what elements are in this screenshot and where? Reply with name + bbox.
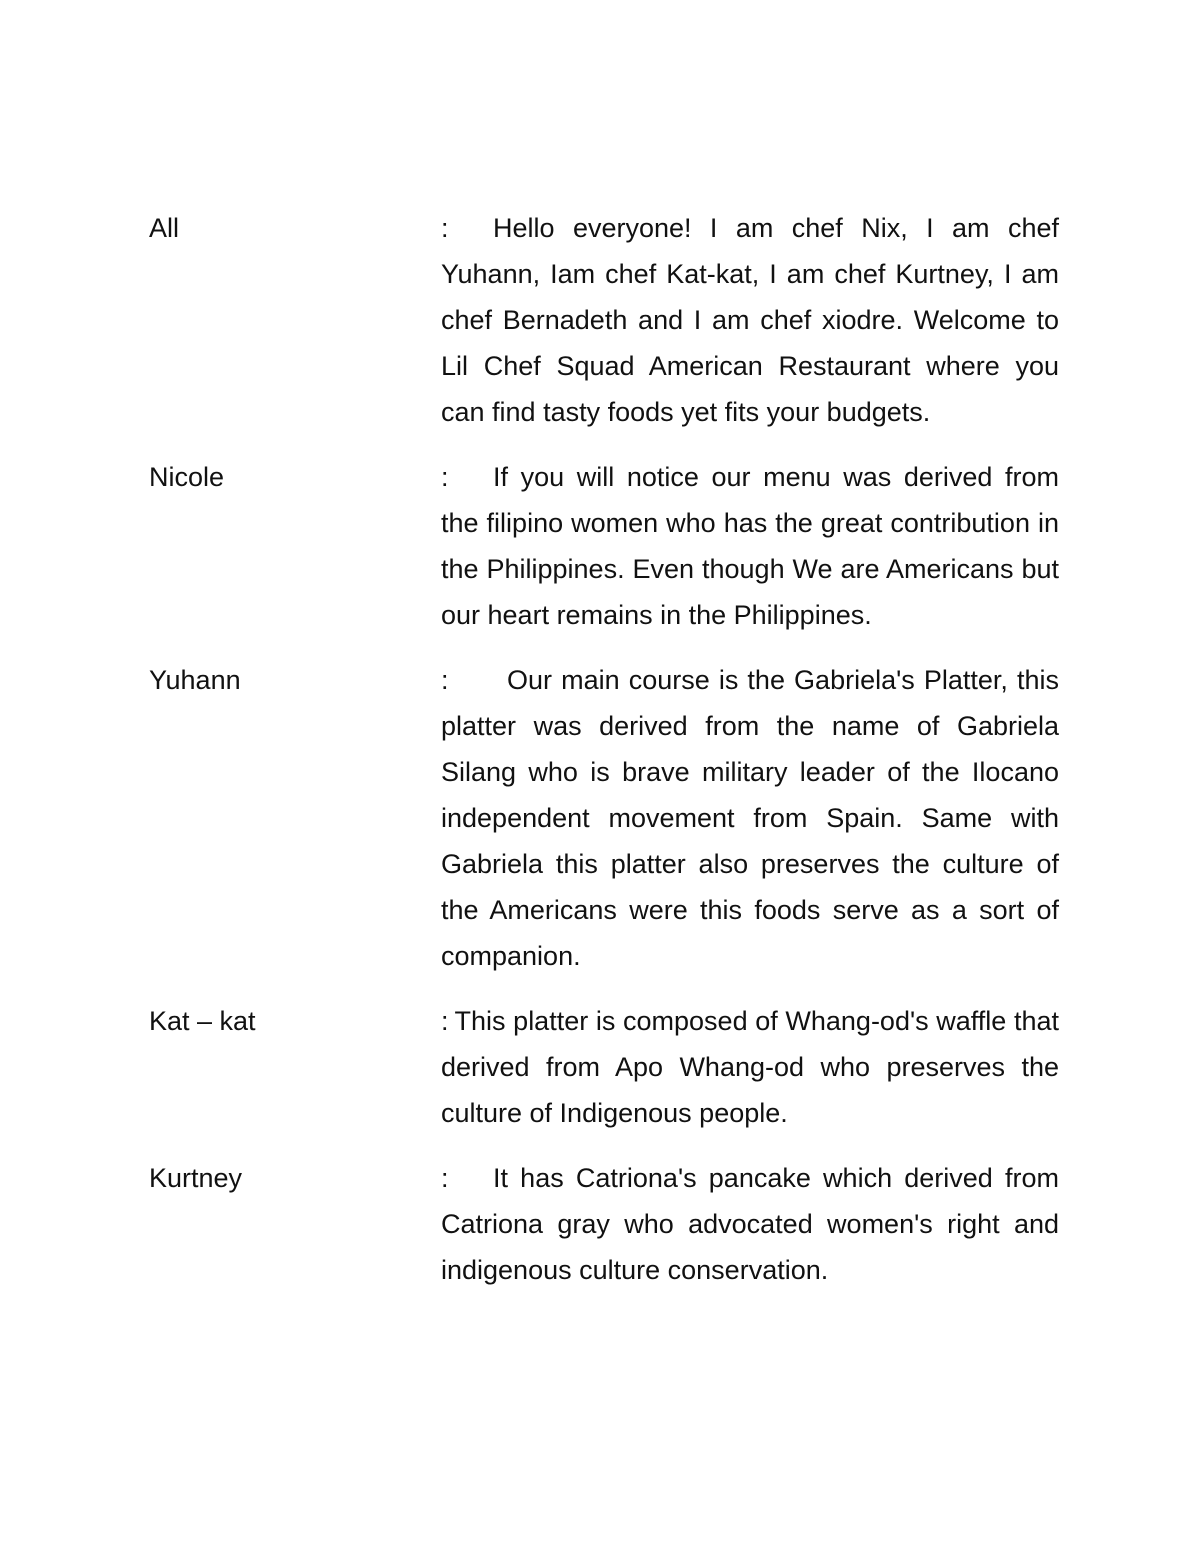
dialogue-entry-nicole (149, 454, 1059, 638)
speaker-name: Kurtney (149, 1163, 243, 1193)
separator-colon: : (441, 213, 449, 243)
dialogue-line (441, 205, 1059, 435)
dialogue-entry-yuhann (149, 657, 1059, 979)
dialogue-line (441, 1155, 1059, 1293)
dialogue-entry-kurtney (149, 1155, 1059, 1293)
speaker-name: Kat – kat (149, 1006, 256, 1036)
separator-colon: : (441, 1006, 449, 1036)
dialogue-text: It has Catriona's pancake which derived from Catriona gray who advocated women's right and indigenous culture conservation. (441, 1163, 1059, 1285)
dialogue-line (441, 998, 1059, 1136)
dialogue-line (441, 454, 1059, 638)
dialogue-script (149, 205, 1059, 1312)
dialogue-text: If you will notice our menu was derived from the filipino women who has the great contribution in the Philippines. Even though We are Americans but our heart remains in the Philippines. (441, 462, 1059, 630)
dialogue-text: Hello everyone! I am chef Nix, I am chef Yuhann, Iam chef Kat-kat, I am chef Kurtney, I am chef Bernadeth and I am chef xiodre. Welcome to Lil Chef Squad American Restaurant where you can find tasty foods yet fits your budgets. (441, 213, 1059, 427)
dialogue-entry-all (149, 205, 1059, 435)
dialogue-text: Our main course is the Gabriela's Platter, this platter was derived from the name of Gabriela Silang who is brave military leader of the Ilocano independent movement from Spain. Same with Gabriela this platter also preserves the culture of the Americans were this foods serve as a sort of companion. (441, 665, 1059, 971)
separator-colon: : (441, 1163, 449, 1193)
dialogue-text: This platter is composed of Whang-od's waffle that derived from Apo Whang-od who preserves the culture of Indigenous people. (441, 1006, 1059, 1128)
dialogue-line (441, 657, 1059, 979)
speaker-name: Yuhann (149, 665, 241, 695)
separator-colon: : (441, 462, 449, 492)
dialogue-entry-kat-kat (149, 998, 1059, 1136)
speaker-name: All (149, 213, 180, 243)
separator-colon: : (441, 665, 449, 695)
speaker-name: Nicole (149, 462, 225, 492)
